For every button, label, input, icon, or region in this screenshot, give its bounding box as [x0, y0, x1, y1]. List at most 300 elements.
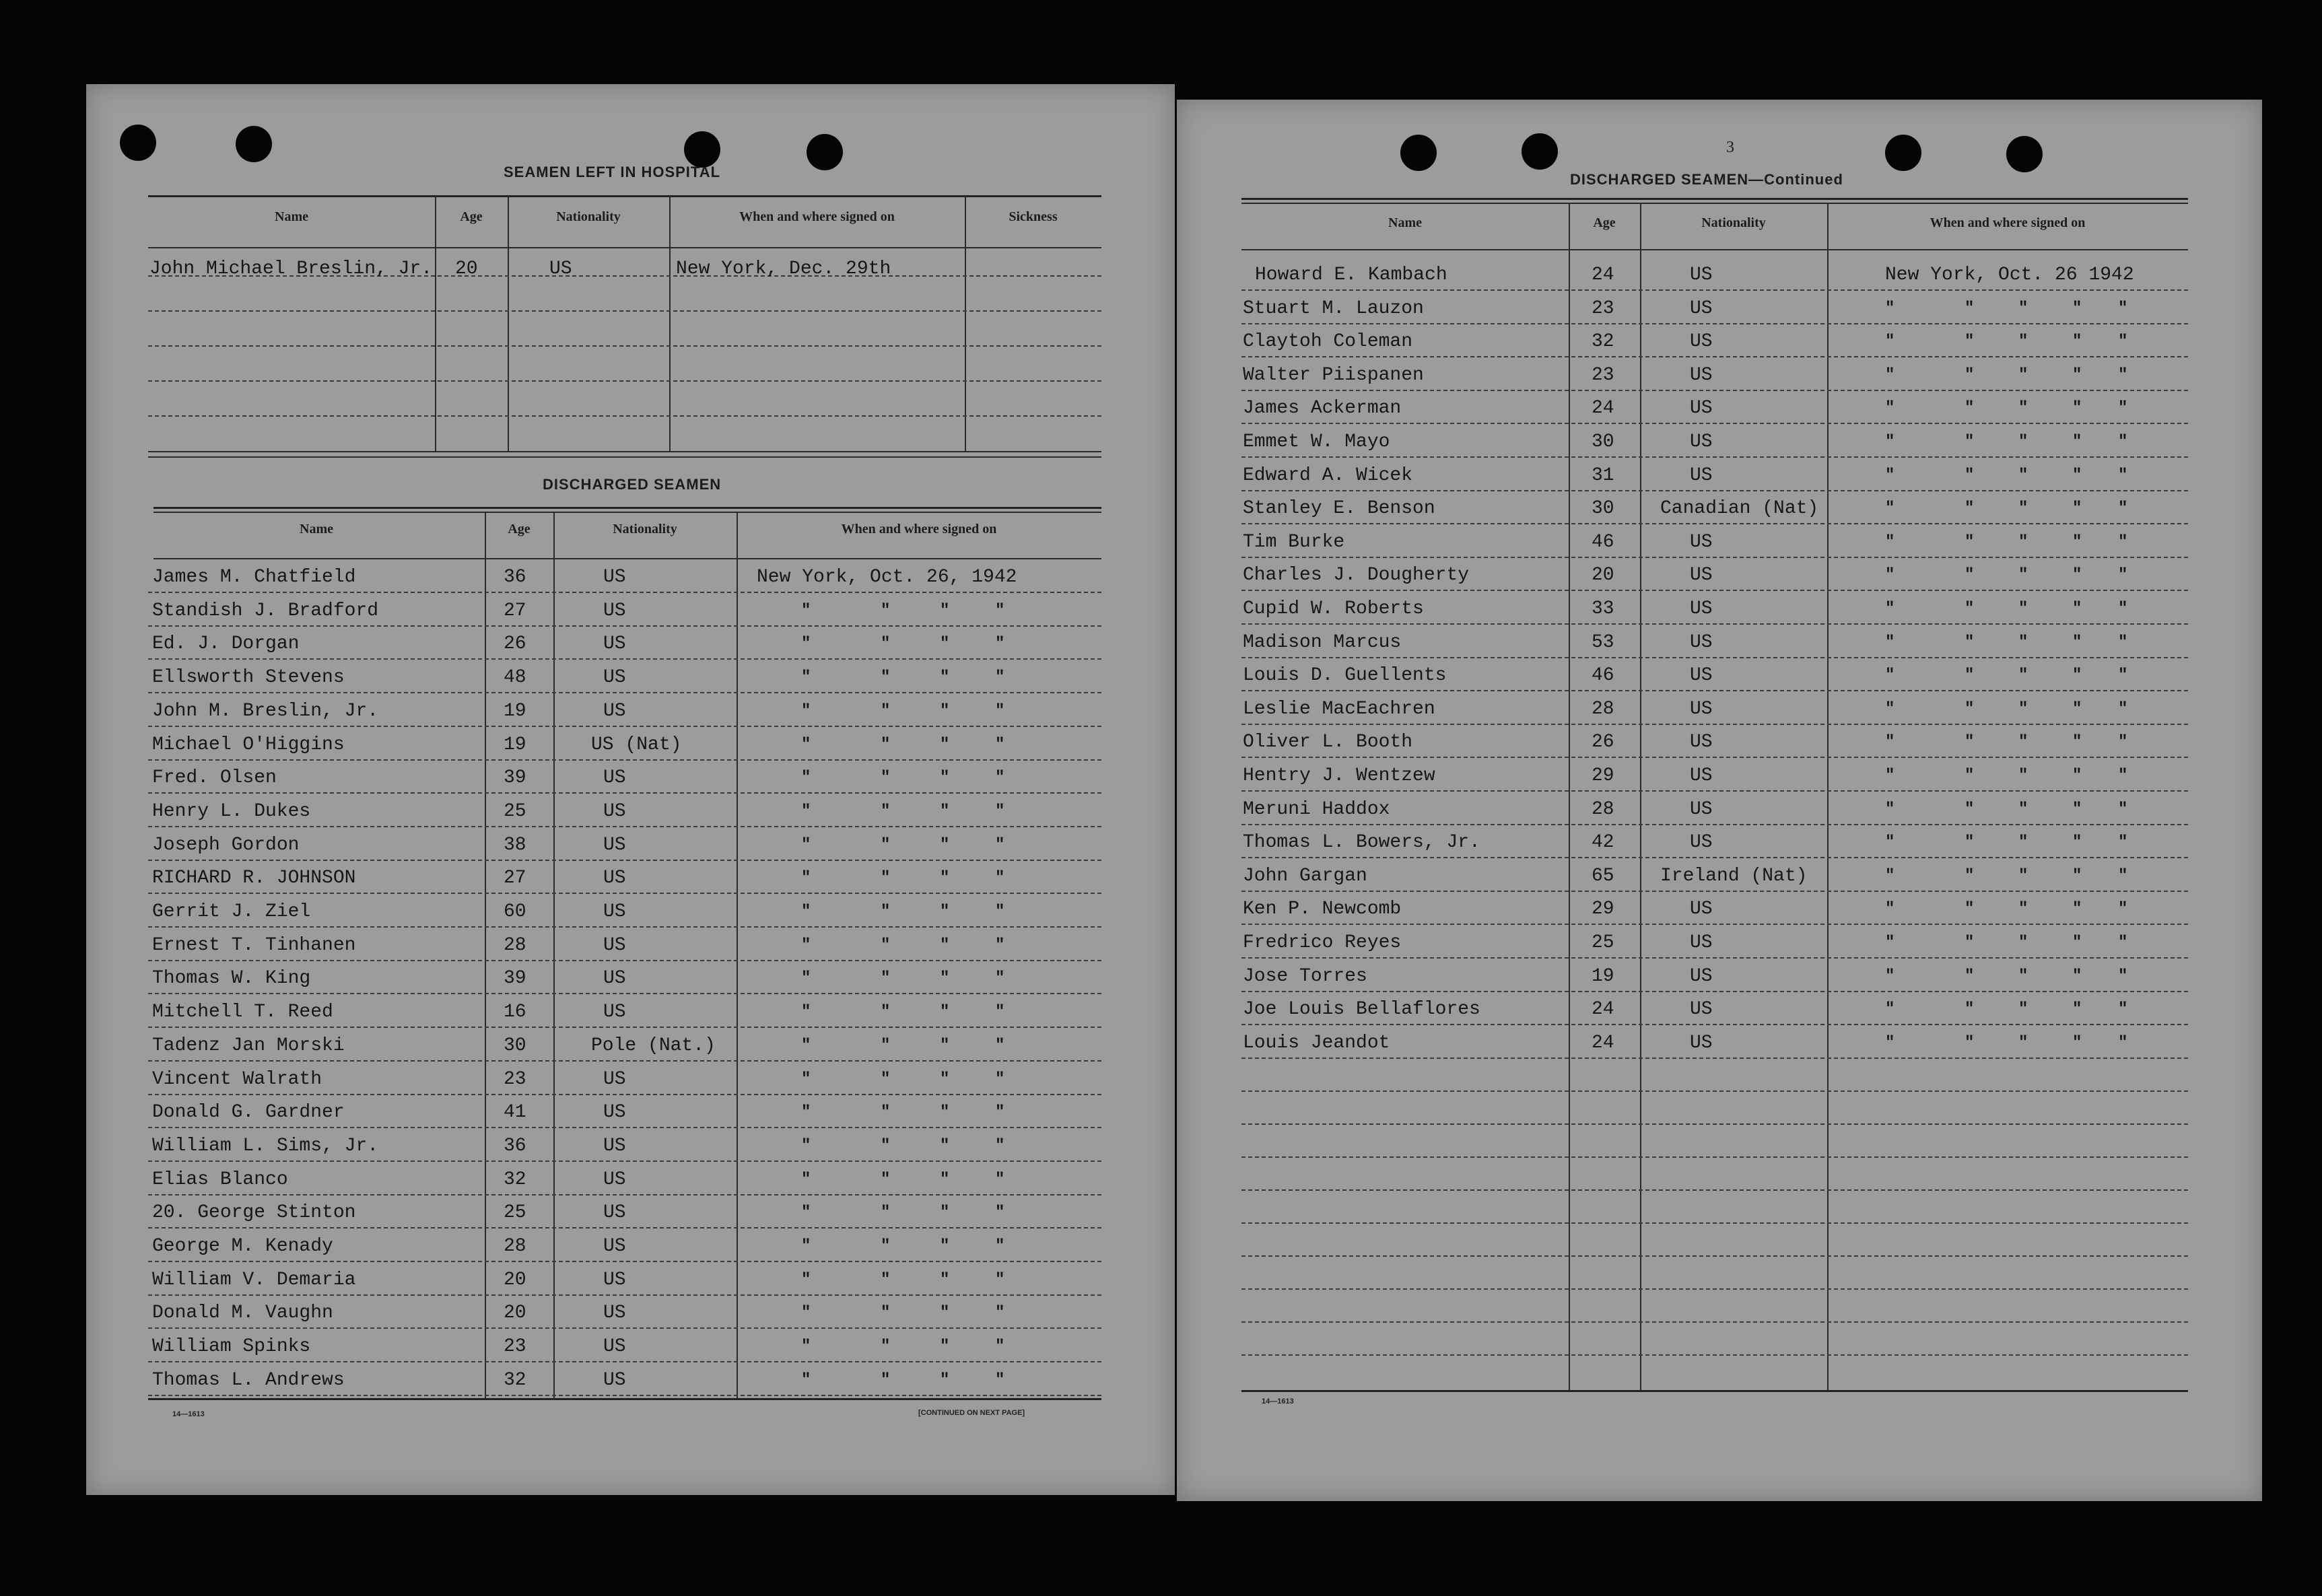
hospital-bottom-rule-2	[148, 456, 1101, 458]
ditto-mark: "	[2118, 533, 2128, 551]
discharged-col-divider	[485, 512, 486, 1398]
seaman-nationality: US	[603, 567, 626, 588]
ditto-mark: "	[2118, 566, 2128, 584]
seaman-age: 42	[1592, 832, 1614, 853]
empty-row-line	[1241, 1222, 2188, 1224]
seaman-name: Leslie MacEachren	[1243, 699, 1435, 720]
seaman-name: RICHARD R. JOHNSON	[152, 868, 356, 889]
table-row-line	[1241, 1024, 2188, 1025]
form-code: 14—1613	[172, 1410, 205, 1418]
seaman-nationality: US (Nat)	[591, 734, 682, 755]
right-col-divider	[1827, 203, 1829, 1390]
right-page	[1177, 100, 2262, 1501]
seaman-name: Meruni Haddox	[1243, 799, 1390, 820]
seaman-nationality: US	[603, 801, 626, 822]
seaman-age: 28	[504, 1236, 526, 1257]
seaman-age: 20	[1592, 565, 1614, 586]
seaman-nationality: US	[603, 1336, 626, 1357]
ditto-mark: "	[940, 1204, 950, 1222]
seaman-name: Walter Piispanen	[1243, 365, 1424, 386]
seaman-age: 36	[504, 1136, 526, 1156]
seaman-nationality: US	[603, 1136, 626, 1156]
seaman-nationality: US	[1690, 932, 1713, 953]
ditto-mark: "	[2018, 566, 2028, 584]
ditto-mark: "	[2018, 366, 2028, 384]
ditto-mark: "	[2118, 967, 2128, 985]
ditto-mark: "	[940, 1304, 950, 1322]
continued-note: [CONTINUED ON NEXT PAGE]	[918, 1409, 1025, 1417]
seaman-name: Joseph Gordon	[152, 835, 300, 856]
ditto-mark: "	[801, 1304, 811, 1322]
seaman-age: 24	[1592, 999, 1614, 1020]
ditto-mark: "	[2072, 399, 2082, 417]
seaman-nationality: US	[603, 633, 626, 654]
seaman-age: 28	[1592, 699, 1614, 720]
seaman-nationality: US	[603, 600, 626, 621]
seaman-name: John Gargan	[1243, 866, 1367, 887]
ditto-mark: "	[2072, 499, 2082, 518]
ditto-mark: "	[1885, 800, 1895, 819]
ditto-mark: "	[801, 969, 811, 987]
header-age: Age	[460, 209, 483, 224]
ditto-mark: "	[940, 1103, 950, 1121]
ditto-mark: "	[2072, 833, 2082, 852]
seaman-name: James Ackerman	[1243, 398, 1402, 419]
ditto-mark: "	[2072, 967, 2082, 985]
seaman-age: 30	[504, 1035, 526, 1056]
seaman-age: 23	[1592, 298, 1614, 319]
ditto-mark: "	[881, 1103, 891, 1121]
seaman-name: Ellsworth Stevens	[152, 667, 345, 688]
ditto-mark: "	[1885, 1000, 1895, 1018]
seaman-nationality: US	[603, 1270, 626, 1290]
table-row-line	[148, 658, 1101, 660]
ditto-mark: "	[1885, 900, 1895, 918]
seaman-name: Donald G. Gardner	[152, 1102, 345, 1123]
ditto-mark: "	[881, 1338, 891, 1356]
seaman-age: 24	[1592, 265, 1614, 285]
ditto-mark: "	[940, 869, 950, 887]
table-row-line	[1241, 991, 2188, 992]
ditto-mark: "	[995, 1003, 1005, 1021]
seaman-nationality: US	[603, 1069, 626, 1090]
ditto-mark: "	[2072, 800, 2082, 819]
seaman-nationality: US	[603, 868, 626, 889]
table-row-line	[1241, 857, 2188, 858]
seaman-age: 32	[504, 1370, 526, 1391]
ditto-mark: "	[881, 1003, 891, 1021]
table-row-line	[148, 826, 1101, 827]
seaman-age: 53	[1592, 632, 1614, 653]
ditto-mark: "	[2018, 700, 2028, 718]
seaman-nationality: US	[603, 1370, 626, 1391]
header-name: Name	[275, 209, 308, 224]
ditto-mark: "	[1885, 733, 1895, 751]
ditto-mark: "	[801, 668, 811, 687]
header-nationality: Nationality	[1701, 215, 1766, 230]
ditto-mark: "	[881, 1371, 891, 1389]
ditto-mark: "	[2072, 633, 2082, 652]
table-row-line	[1241, 423, 2188, 424]
discharged-bottom-rule	[148, 1398, 1101, 1400]
ditto-mark: "	[1965, 399, 1975, 417]
ditto-mark: "	[2018, 967, 2028, 985]
ditto-mark: "	[1965, 700, 1975, 718]
ditto-mark: "	[1965, 1034, 1975, 1052]
ditto-mark: "	[801, 802, 811, 821]
seaman-age: 33	[1592, 598, 1614, 619]
ditto-mark: "	[881, 1171, 891, 1189]
ditto-mark: "	[881, 802, 891, 821]
ditto-mark: "	[995, 1037, 1005, 1055]
ditto-mark: "	[995, 903, 1005, 921]
seaman-name: Tim Burke	[1243, 532, 1345, 553]
right-col-divider	[1569, 203, 1570, 1390]
table-row-line	[1241, 657, 2188, 658]
table-row-line	[1241, 757, 2188, 758]
ditto-mark: "	[1885, 300, 1895, 318]
ditto-mark: "	[2018, 833, 2028, 852]
ditto-mark: "	[995, 602, 1005, 620]
ditto-mark: "	[940, 1338, 950, 1356]
header-name: Name	[300, 522, 333, 536]
ditto-mark: "	[1885, 433, 1895, 451]
ditto-mark: "	[940, 936, 950, 955]
ditto-mark: "	[940, 1070, 950, 1088]
ditto-mark: "	[2072, 366, 2082, 384]
ditto-mark: "	[881, 1271, 891, 1289]
seaman-nationality: US	[1690, 298, 1713, 319]
ditto-mark: "	[2072, 767, 2082, 785]
seaman-nationality: US	[603, 935, 626, 956]
ditto-mark: "	[995, 1204, 1005, 1222]
ditto-mark: "	[2118, 433, 2128, 451]
right-bottom-rule	[1241, 1390, 2188, 1392]
header-signed-on: When and where signed on	[1930, 215, 2086, 230]
ditto-mark: "	[995, 802, 1005, 821]
right-header-rule	[1241, 249, 2188, 250]
seaman-age: 46	[1592, 532, 1614, 553]
ditto-mark: "	[940, 903, 950, 921]
seaman-age: 26	[504, 633, 526, 654]
ditto-mark: "	[1885, 867, 1895, 885]
seaman-nationality: US	[1690, 732, 1713, 753]
table-row-line	[1241, 690, 2188, 691]
seaman-nationality: US	[1690, 699, 1713, 720]
seaman-age: 16	[504, 1002, 526, 1022]
ditto-mark: "	[801, 869, 811, 887]
seaman-name: Hentry J. Wentzew	[1243, 765, 1435, 786]
table-row-line	[1241, 1057, 2188, 1059]
empty-row-line	[1241, 1288, 2188, 1290]
table-row-line	[148, 1094, 1101, 1095]
ditto-mark: "	[2072, 300, 2082, 318]
seaman-nationality: US	[1690, 832, 1713, 853]
ditto-mark: "	[940, 1137, 950, 1155]
ditto-mark: "	[995, 1371, 1005, 1389]
ditto-mark: "	[2118, 666, 2128, 685]
empty-row-line	[1241, 1090, 2188, 1092]
form-code: 14—1613	[1262, 1397, 1294, 1406]
seaman-name: Jose Torres	[1243, 966, 1367, 987]
seaman-name: William L. Sims, Jr.	[152, 1136, 379, 1156]
ditto-mark: "	[1965, 967, 1975, 985]
seaman-name: Fred. Olsen	[152, 767, 277, 788]
ditto-mark: "	[940, 1271, 950, 1289]
header-nationality: Nationality	[613, 522, 677, 536]
ditto-mark: "	[2018, 666, 2028, 685]
table-row-line	[148, 960, 1101, 961]
ditto-mark: "	[940, 1037, 950, 1055]
seaman-name: Vincent Walrath	[152, 1069, 322, 1090]
seaman-age: 20	[504, 1270, 526, 1290]
table-row-line	[1241, 356, 2188, 357]
ditto-mark: "	[2018, 399, 2028, 417]
ditto-mark: "	[1965, 499, 1975, 518]
seaman-nationality: US	[1690, 799, 1713, 820]
seaman-age: 32	[1592, 331, 1614, 352]
seaman-name: Thomas L. Andrews	[152, 1370, 345, 1391]
discharged-top-rule	[153, 507, 1101, 509]
seaman-name: Oliver L. Booth	[1243, 732, 1413, 753]
seaman-age: 23	[1592, 365, 1614, 386]
ditto-mark: "	[1965, 767, 1975, 785]
table-row-line	[1241, 924, 2188, 925]
hospital-header-rule	[148, 247, 1101, 248]
seaman-nationality: US	[603, 1002, 626, 1022]
table-row-line	[148, 692, 1101, 693]
ditto-mark: "	[1885, 633, 1895, 652]
seaman-nationality: US	[1690, 465, 1713, 486]
seaman-nationality: US	[1690, 565, 1713, 586]
ditto-mark: "	[1885, 600, 1895, 618]
signed-on-place-date: New York, Oct. 26 1942	[1885, 265, 2134, 285]
table-row-line	[1241, 390, 2188, 391]
seaman-age: 41	[504, 1102, 526, 1123]
seaman-nationality: US	[603, 1202, 626, 1223]
seaman-nationality: US	[1690, 331, 1713, 352]
table-row-line	[148, 1261, 1101, 1262]
seaman-nationality: US	[1690, 765, 1713, 786]
punch-hole	[807, 134, 843, 170]
table-row-line	[148, 1395, 1101, 1396]
hospital-age: 20	[455, 258, 478, 279]
table-row-line	[1241, 824, 2188, 825]
ditto-mark: "	[1885, 700, 1895, 718]
punch-hole	[120, 125, 156, 161]
hospital-col-divider	[435, 195, 436, 451]
ditto-mark: "	[1965, 733, 1975, 751]
ditto-mark: "	[801, 1103, 811, 1121]
right-col-divider	[1640, 203, 1641, 1390]
ditto-mark: "	[2018, 934, 2028, 952]
seaman-age: 29	[1592, 899, 1614, 920]
ditto-mark: "	[801, 1137, 811, 1155]
header-nationality: Nationality	[556, 209, 621, 224]
seaman-nationality: US	[1690, 966, 1713, 987]
right-top-rule	[1241, 198, 2188, 200]
ditto-mark: "	[995, 836, 1005, 854]
seaman-age: 32	[504, 1169, 526, 1190]
discharged-header-rule	[153, 558, 1101, 559]
seaman-nationality: US	[603, 701, 626, 722]
table-row-line	[148, 1160, 1101, 1162]
hospital-row-line	[148, 415, 1101, 417]
ditto-mark: "	[881, 668, 891, 687]
seaman-name: Elias Blanco	[152, 1169, 288, 1190]
ditto-mark: "	[801, 602, 811, 620]
table-row-line	[148, 759, 1101, 761]
ditto-mark: "	[2072, 566, 2082, 584]
seaman-age: 25	[1592, 932, 1614, 953]
ditto-mark: "	[801, 1037, 811, 1055]
ditto-mark: "	[2072, 1034, 2082, 1052]
ditto-mark: "	[1965, 533, 1975, 551]
hospital-bottom-rule	[148, 451, 1101, 452]
ditto-mark: "	[1965, 433, 1975, 451]
ditto-mark: "	[995, 1070, 1005, 1088]
ditto-mark: "	[2072, 666, 2082, 685]
seaman-age: 46	[1592, 665, 1614, 686]
ditto-mark: "	[801, 736, 811, 754]
ditto-mark: "	[2118, 633, 2128, 652]
ditto-mark: "	[1885, 333, 1895, 351]
discharged-caption: DISCHARGED SEAMEN	[543, 476, 722, 493]
seaman-age: 39	[504, 968, 526, 989]
hospital-row-line	[148, 345, 1101, 347]
seaman-name: Tadenz Jan Morski	[152, 1035, 345, 1056]
empty-row-line	[1241, 1189, 2188, 1191]
ditto-mark: "	[2118, 1034, 2128, 1052]
ditto-mark: "	[2118, 900, 2128, 918]
empty-row-line	[1241, 1255, 2188, 1257]
ditto-mark: "	[881, 602, 891, 620]
ditto-mark: "	[995, 869, 1005, 887]
ditto-mark: "	[1965, 867, 1975, 885]
table-row-line	[148, 1361, 1101, 1362]
ditto-mark: "	[2018, 800, 2028, 819]
hospital-signed-on: New York, Dec. 29th	[676, 258, 891, 279]
seaman-name: Stanley E. Benson	[1243, 498, 1435, 519]
seaman-nationality: US	[603, 835, 626, 856]
ditto-mark: "	[2018, 1034, 2028, 1052]
ditto-mark: "	[2072, 466, 2082, 485]
ditto-mark: "	[2118, 767, 2128, 785]
seaman-name: George M. Kenady	[152, 1236, 333, 1257]
ditto-mark: "	[1965, 600, 1975, 618]
seaman-nationality: Canadian (Nat)	[1660, 498, 1819, 519]
seaman-nationality: US	[1690, 265, 1713, 285]
ditto-mark: "	[1965, 300, 1975, 318]
seaman-name: William Spinks	[152, 1336, 311, 1357]
seaman-nationality: US	[1690, 598, 1713, 619]
table-row-line	[1241, 891, 2188, 892]
ditto-mark: "	[1965, 900, 1975, 918]
ditto-mark: "	[1965, 833, 1975, 852]
seaman-name: Standish J. Bradford	[152, 600, 379, 621]
seaman-age: 27	[504, 600, 526, 621]
ditto-mark: "	[801, 936, 811, 955]
ditto-mark: "	[940, 836, 950, 854]
ditto-mark: "	[940, 1237, 950, 1255]
seaman-name: Donald M. Vaughn	[152, 1303, 333, 1323]
ditto-mark: "	[2072, 700, 2082, 718]
punch-hole	[2006, 136, 2043, 172]
seaman-name: Emmet W. Mayo	[1243, 431, 1390, 452]
seaman-name: Edward A. Wicek	[1243, 465, 1413, 486]
ditto-mark: "	[940, 1371, 950, 1389]
ditto-mark: "	[2018, 633, 2028, 652]
seaman-name: Claytoh Coleman	[1243, 331, 1413, 352]
ditto-mark: "	[801, 1070, 811, 1088]
discharged-col-divider	[553, 512, 555, 1398]
seaman-name: Mitchell T. Reed	[152, 1002, 333, 1022]
ditto-mark: "	[881, 936, 891, 955]
ditto-mark: "	[2118, 934, 2128, 952]
ditto-mark: "	[2072, 333, 2082, 351]
ditto-mark: "	[881, 736, 891, 754]
ditto-mark: "	[881, 1037, 891, 1055]
hospital-nationality: US	[549, 258, 572, 279]
table-row-line	[148, 592, 1101, 593]
ditto-mark: "	[1885, 366, 1895, 384]
ditto-mark: "	[995, 702, 1005, 720]
ditto-mark: "	[1885, 399, 1895, 417]
ditto-mark: "	[2018, 300, 2028, 318]
seaman-nationality: US	[603, 1303, 626, 1323]
ditto-mark: "	[2072, 900, 2082, 918]
seaman-nationality: US	[1690, 999, 1713, 1020]
seaman-age: 36	[504, 567, 526, 588]
ditto-mark: "	[2018, 333, 2028, 351]
ditto-mark: "	[995, 769, 1005, 787]
empty-row-line	[1241, 1156, 2188, 1158]
ditto-mark: "	[2018, 600, 2028, 618]
header-name: Name	[1388, 215, 1422, 230]
seaman-nationality: US	[603, 667, 626, 688]
table-row-line	[1241, 957, 2188, 959]
table-row-line	[1241, 323, 2188, 324]
table-row-line	[148, 1227, 1101, 1228]
ditto-mark: "	[2118, 366, 2128, 384]
empty-row-line	[1241, 1321, 2188, 1323]
ditto-mark: "	[801, 1271, 811, 1289]
seaman-age: 30	[1592, 431, 1614, 452]
seaman-nationality: US	[603, 767, 626, 788]
ditto-mark: "	[801, 903, 811, 921]
ditto-mark: "	[881, 903, 891, 921]
ditto-mark: "	[995, 969, 1005, 987]
seaman-name: Charles J. Dougherty	[1243, 565, 1470, 586]
seaman-name: Stuart M. Lauzon	[1243, 298, 1424, 319]
ditto-mark: "	[2018, 466, 2028, 485]
ditto-mark: "	[2118, 600, 2128, 618]
seaman-name: Cupid W. Roberts	[1243, 598, 1424, 619]
seaman-age: 48	[504, 667, 526, 688]
ditto-mark: "	[881, 702, 891, 720]
seaman-nationality: US	[1690, 365, 1713, 386]
ditto-mark: "	[2118, 833, 2128, 852]
discharged-continued-caption: DISCHARGED SEAMEN—Continued	[1570, 171, 1843, 188]
seaman-name: Madison Marcus	[1243, 632, 1402, 653]
seaman-name: Louis D. Guellents	[1243, 665, 1447, 686]
ditto-mark: "	[2072, 433, 2082, 451]
hospital-col-divider	[508, 195, 509, 451]
ditto-mark: "	[801, 836, 811, 854]
table-row-line	[1241, 523, 2188, 524]
ditto-mark: "	[940, 702, 950, 720]
punch-hole	[1522, 133, 1558, 170]
